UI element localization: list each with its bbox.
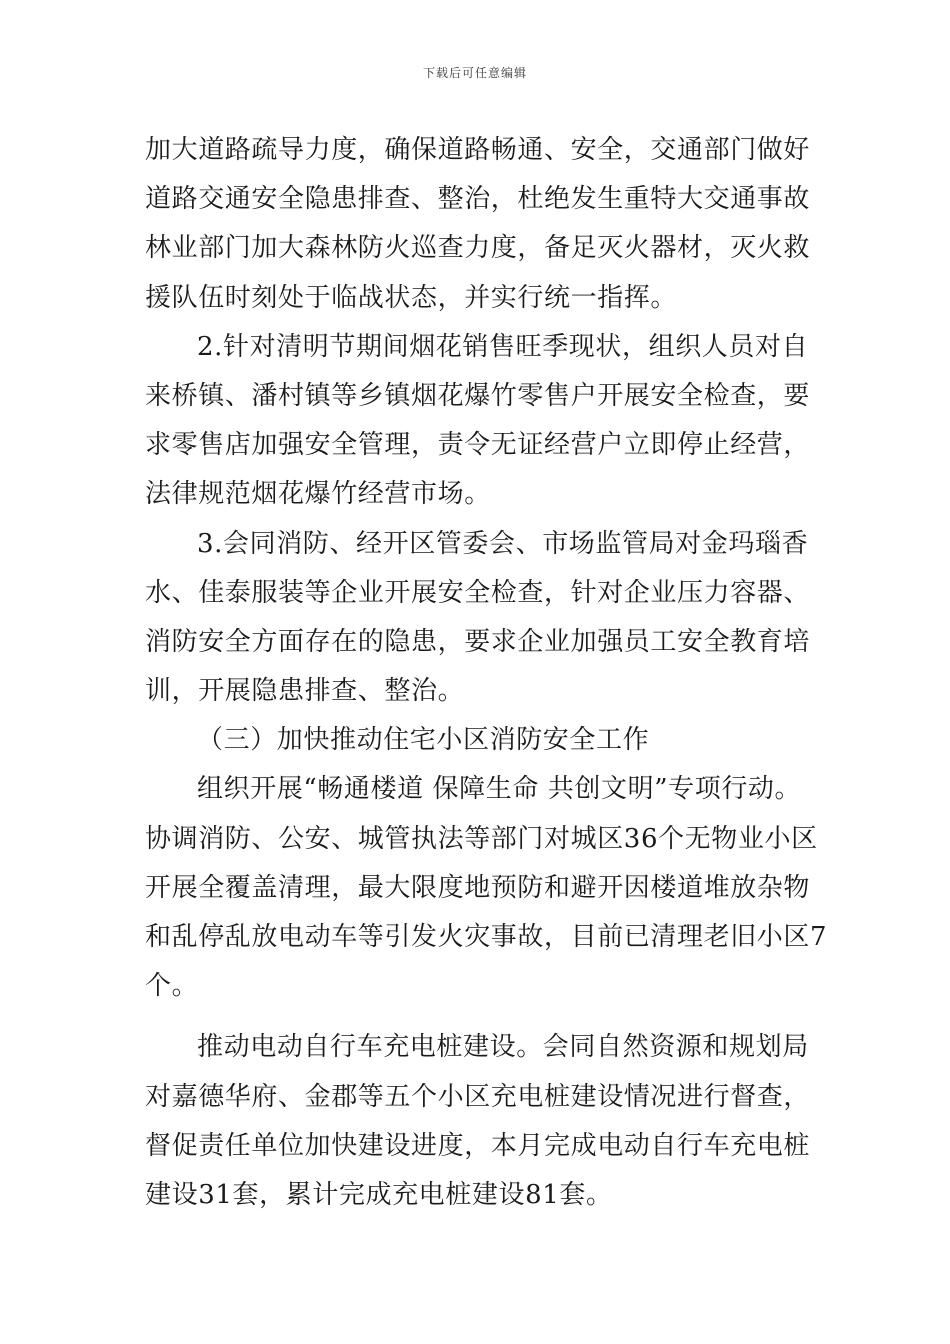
text-line: 2.针对清明节期间烟花销售旺季现状，组织人员对自 [197, 331, 809, 362]
text-line: 3.会同消防、经开区管委会、市场监管局对金玛瑙香 [197, 528, 809, 559]
text-line: 法律规范烟花爆竹经营市场。 [145, 479, 491, 510]
text-line: 协调消防、公安、城管执法等部门对城区36个无物业小区 [145, 823, 818, 854]
text-line: 个。 [145, 971, 199, 1002]
section-heading: （三）加快推动住宅小区消防安全工作 [197, 725, 650, 756]
document-body [145, 126, 828, 1220]
text-line: 建设31套，累计完成充电桩建设81套。 [145, 1179, 613, 1210]
text-line: 援队伍时刻处于临战状态，并实行统一指挥。 [145, 282, 678, 313]
text-line: 督促责任单位加快建设进度，本月完成电动自行车充电桩 [145, 1130, 811, 1161]
text-line: 加大道路疏导力度，确保道路畅通、安全，交通部门做好 [145, 135, 811, 165]
text-line: 和乱停乱放电动车等引发火灾事故，目前已清理老旧小区7 [145, 922, 828, 952]
text-line: 训，开展隐患排查、整治。 [145, 676, 465, 707]
text-line: 消防安全方面存在的隐患，要求企业加强员工安全教育培 [145, 626, 811, 657]
text-line: 对嘉德华府、金郡等五个小区充电桩建设情况进行督查， [145, 1081, 811, 1112]
text-line: 推动电动自行车充电桩建设。会同自然资源和规划局 [197, 1032, 809, 1063]
text-line: 求零售店加强安全管理，责令无证经营户立即停止经营， [145, 430, 811, 461]
text-line: 林业部门加大森林防火巡查力度，备足灭火器材，灭火救 [145, 233, 811, 264]
page-header: 下载后可任意编辑 [422, 66, 527, 80]
text-line: 开展全覆盖清理，最大限度地预防和避开因楼道堆放杂物 [145, 872, 811, 903]
text-line: 道路交通安全隐患排查、整治，杜绝发生重特大交通事故 [145, 184, 811, 215]
text-line: 组织开展“畅通楼道 保障生命 共创文明”专项行动。 [197, 774, 802, 805]
text-line: 来桥镇、潘村镇等乡镇烟花爆竹零售户开展安全检查，要 [145, 380, 811, 411]
text-line: 水、佳泰服装等企业开展安全检查，针对企业压力容器、 [145, 577, 811, 608]
